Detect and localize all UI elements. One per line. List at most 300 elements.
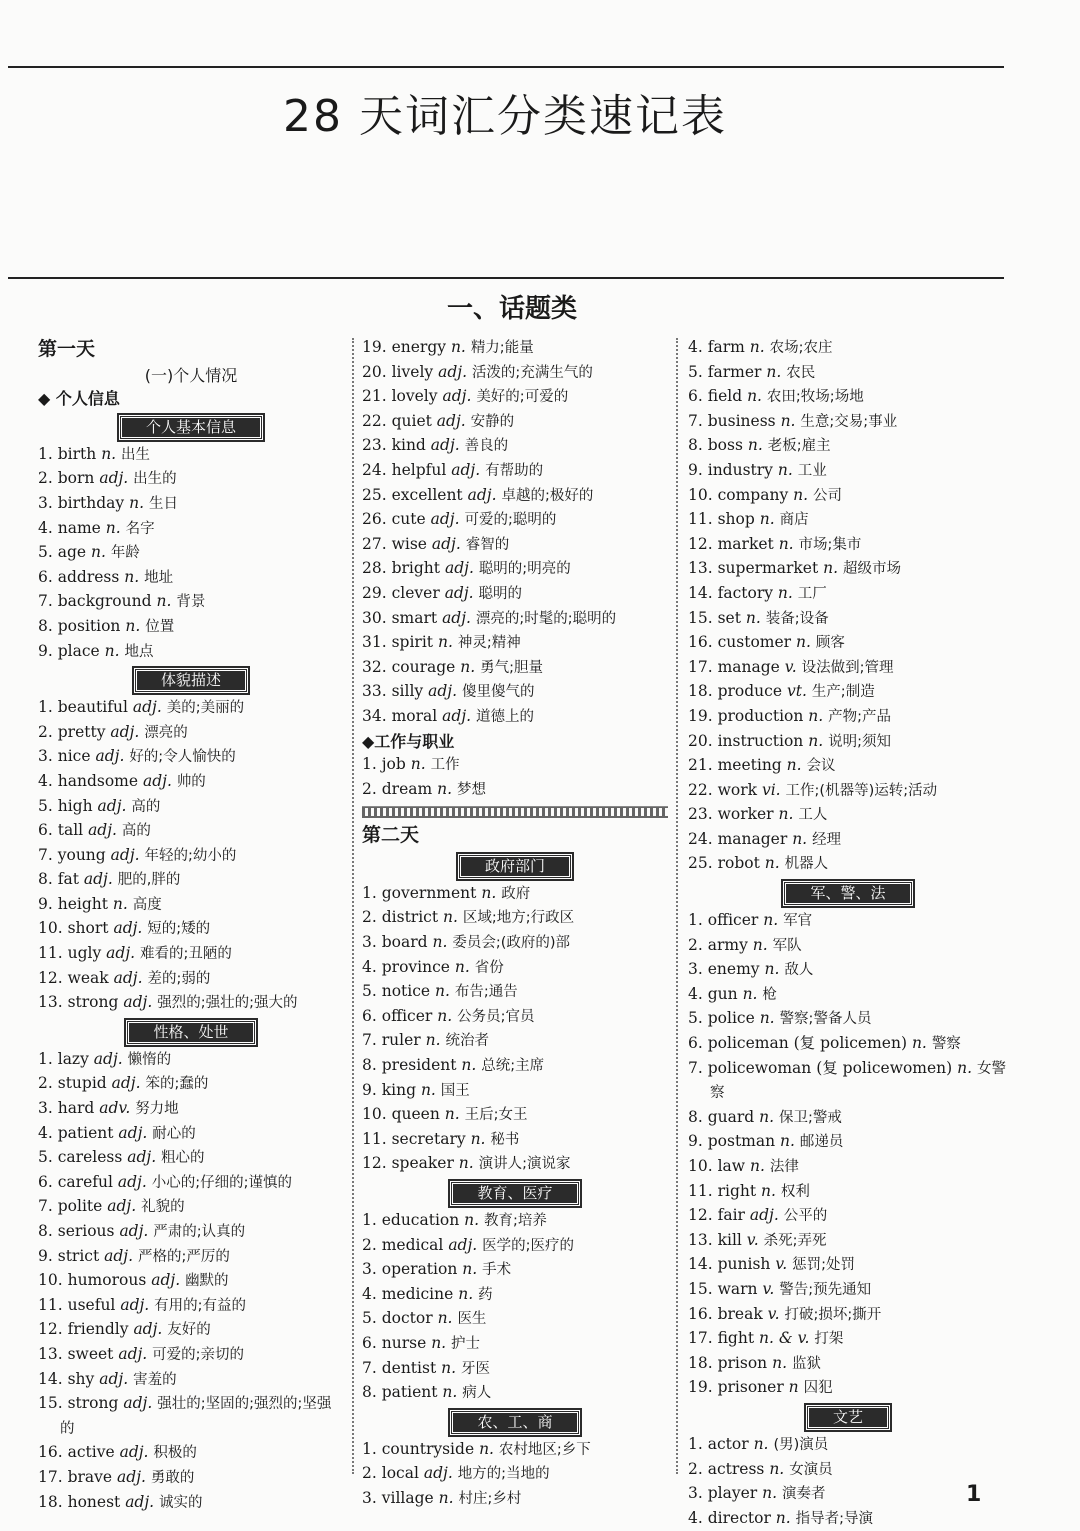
entry-part-of-speech: adj.: [104, 1246, 134, 1265]
page-title: 28 天词汇分类速记表: [283, 91, 727, 142]
entry-meaning: 军官: [783, 913, 813, 930]
entry-meaning: 高的: [121, 823, 151, 840]
vocab-entry: [38, 1097, 344, 1122]
entry-part-of-speech: adj.: [97, 796, 127, 815]
entry-part-of-speech: adj.: [133, 1320, 163, 1339]
entry-number: 11.: [38, 1295, 63, 1314]
entry-meaning: 严肃的;认真的: [153, 1224, 246, 1240]
entry-number: 18.: [688, 682, 713, 701]
vocab-entry: [38, 893, 344, 918]
vocab-entry: [38, 517, 344, 542]
entry-number: 24.: [688, 829, 713, 848]
category-banner: [362, 854, 668, 879]
column-3: [688, 336, 1008, 1531]
entry-number: 10.: [688, 1157, 713, 1175]
entry-meaning: 位置: [145, 618, 175, 635]
middle-rule: [8, 277, 1004, 279]
entry-meaning: 政府: [501, 885, 531, 902]
entry-number: 3.: [38, 747, 53, 766]
entry-part-of-speech: adj.: [442, 387, 472, 406]
entry-word: queen: [391, 1105, 440, 1124]
vocab-entry: [688, 1303, 1008, 1328]
vocab-entry: [688, 1433, 1008, 1458]
vocab-entry: [688, 909, 1008, 934]
entry-number: 5.: [38, 796, 53, 815]
entry-part-of-speech: adj.: [451, 460, 481, 479]
entry-word: set: [717, 608, 741, 627]
entry-part-of-speech: adv.: [99, 1099, 131, 1118]
entry-word: bright: [391, 559, 441, 578]
entry-meaning: 病人: [462, 1385, 492, 1402]
entry-word: patient: [57, 1123, 114, 1142]
vocab-entry: [688, 934, 1008, 959]
entry-meaning: 幽默的: [185, 1273, 229, 1290]
entry-part-of-speech: adj.: [83, 870, 113, 889]
entry-number: 10.: [38, 1271, 63, 1290]
vocab-entry: [688, 958, 1008, 983]
entry-number: 2.: [362, 1464, 377, 1483]
vocab-entry: [362, 1128, 668, 1153]
entry-meaning: 短的;矮的: [147, 921, 211, 938]
vocab-entry: [38, 917, 344, 942]
entry-number: 1.: [38, 698, 53, 717]
entry-part-of-speech: adj.: [448, 1235, 478, 1254]
entry-word: tall: [57, 821, 84, 840]
entry-meaning: 生产;制造: [811, 684, 875, 701]
entry-word: energy: [391, 338, 447, 356]
entry-meaning: 委员会;(政府的)部: [452, 935, 571, 952]
entry-part-of-speech: n.: [104, 641, 120, 660]
entry-part-of-speech: adj.: [127, 1148, 157, 1167]
entry-part-of-speech: adj.: [442, 608, 471, 627]
entry-number: 5.: [362, 1309, 377, 1328]
vocab-entry: [688, 1204, 1008, 1229]
wavy-divider: [362, 806, 668, 818]
vocab-entry: [38, 1491, 344, 1516]
entry-number: 18.: [688, 1353, 713, 1372]
entry-part-of-speech: n.: [786, 756, 802, 775]
entry-meaning: 聪明的: [478, 585, 523, 602]
vocab-entry: [38, 696, 344, 721]
entry-part-of-speech: adj.: [444, 583, 474, 602]
entry-meaning: 睿智的: [465, 536, 510, 553]
entry-word: factory: [717, 583, 773, 602]
entry-word: strict: [57, 1246, 100, 1265]
vocab-entry: [688, 1155, 1008, 1180]
entry-word: village: [381, 1488, 434, 1507]
entry-part-of-speech: n.: [759, 1107, 775, 1126]
entry-meaning: 地方的;当地的: [457, 1466, 550, 1483]
entry-meaning: 省份: [474, 959, 504, 976]
category-label: 体貌描述: [134, 668, 248, 693]
vocab-entry: [688, 754, 1008, 779]
entry-word: patient: [381, 1383, 438, 1402]
category-banner: [38, 668, 344, 693]
vocab-entry: [688, 484, 1008, 509]
entry-meaning: 总统;主席: [481, 1058, 545, 1075]
entry-word: kind: [391, 436, 426, 455]
vocab-entry: [362, 631, 668, 656]
entry-meaning: 产物;产品: [828, 708, 892, 725]
entry-number: 9.: [38, 1246, 53, 1265]
entry-part-of-speech: n.: [129, 493, 145, 512]
entry-part-of-speech: adj.: [123, 993, 153, 1012]
entry-word: king: [381, 1080, 416, 1099]
entry-word: beautiful: [57, 698, 128, 717]
category-label: 个人基本信息: [119, 415, 263, 440]
vocab-entry: [38, 844, 344, 869]
category-banner: [362, 1410, 668, 1435]
vocab-entry: [362, 336, 668, 361]
entry-word: height: [57, 894, 108, 913]
entry-word: farm: [707, 338, 745, 356]
entry-word: worker: [717, 805, 774, 824]
entry-word: company: [717, 485, 789, 504]
entry-part-of-speech: n.: [780, 411, 796, 430]
entry-part-of-speech: adj.: [118, 1344, 148, 1363]
entry-part-of-speech: n.: [441, 1358, 457, 1377]
day-heading: 第一天: [38, 338, 96, 360]
vocab-entry: [688, 607, 1008, 632]
entry-part-of-speech: adj.: [123, 1394, 153, 1413]
entry-word: polite: [57, 1197, 103, 1216]
entry-part-of-speech: n.: [460, 657, 476, 676]
vocab-entry: [362, 980, 668, 1005]
entry-meaning: 经理: [812, 831, 842, 848]
entry-word: friendly: [67, 1320, 129, 1339]
entry-part-of-speech: n.: [435, 982, 450, 1001]
vocab-entry: [688, 459, 1008, 484]
entry-word: boss: [707, 436, 743, 455]
entry-number: 2.: [38, 722, 53, 741]
entry-meaning: 警告;预先通知: [779, 1281, 872, 1298]
vocab-entry: [362, 680, 668, 705]
entry-meaning: 年龄: [110, 545, 140, 562]
entry-word: field: [707, 387, 743, 406]
entry-part-of-speech: adj.: [107, 1197, 137, 1216]
entry-word: age: [57, 543, 87, 562]
entry-number: 19.: [688, 706, 713, 725]
entry-word: district: [381, 908, 439, 927]
entry-part-of-speech: adj.: [436, 411, 466, 430]
vocab-entry: [38, 443, 344, 468]
entry-number: 4.: [688, 984, 703, 1003]
entry-meaning: 秘书: [490, 1131, 520, 1148]
entry-word: enemy: [707, 960, 760, 979]
entry-meaning: 药: [478, 1286, 493, 1303]
entry-number: 8.: [688, 436, 703, 455]
entry-part-of-speech: v.: [784, 657, 797, 676]
entry-part-of-speech: n.: [437, 1006, 453, 1025]
entry-number: 1.: [38, 444, 53, 463]
entry-meaning: 演讲人;演说家: [478, 1156, 571, 1173]
vocab-entry: [38, 819, 344, 844]
entry-part-of-speech: n.: [764, 960, 780, 979]
entry-meaning: 工业: [797, 462, 827, 479]
entry-meaning: (男)演员: [773, 1436, 829, 1453]
vocab-entry: [362, 1029, 668, 1054]
entry-number: 5.: [38, 1148, 53, 1167]
entry-word: postman: [707, 1132, 776, 1151]
topic-heading: ◆ 个人信息: [38, 389, 120, 409]
entry-word: countryside: [381, 1439, 475, 1458]
entry-word: hard: [57, 1099, 95, 1118]
entry-part-of-speech: n.: [420, 1080, 436, 1099]
entry-meaning: 积极的: [153, 1445, 197, 1462]
entry-number: 7.: [38, 1197, 53, 1216]
entry-number: 13.: [688, 1230, 713, 1249]
vocab-entry: [38, 991, 344, 1016]
entry-number: 4.: [38, 771, 53, 790]
entry-word: excellent: [391, 485, 463, 504]
vocab-entry: [362, 1307, 668, 1332]
vocab-entry: [38, 795, 344, 820]
entry-part-of-speech: n.: [761, 1181, 776, 1200]
entry-meaning: 漂亮的: [144, 724, 188, 741]
vocab-entry: [38, 1146, 344, 1171]
entry-word: meeting: [717, 756, 782, 775]
entry-word: kill: [717, 1230, 742, 1249]
entry-meaning: 美的;美丽的: [166, 700, 245, 717]
entry-number: 1.: [362, 1439, 377, 1458]
entry-word: warn: [717, 1279, 758, 1298]
entry-number: 14.: [688, 583, 713, 602]
entry-meaning: 高度: [132, 896, 162, 913]
entry-meaning: 好的;令人愉快的: [129, 749, 236, 766]
entry-number: 4.: [38, 518, 53, 537]
entry-meaning: 出生: [121, 446, 151, 463]
vocab-entry: [362, 882, 668, 907]
entry-meaning: 公司: [813, 487, 843, 504]
entry-part-of-speech: v.: [775, 1255, 788, 1274]
entry-part-of-speech: n.: [101, 444, 117, 463]
vocab-entry: [38, 1195, 344, 1220]
entry-meaning: 工作;(机器等)运转;活动: [785, 782, 938, 799]
entry-word: honest: [67, 1492, 121, 1511]
entry-part-of-speech: n. & v.: [759, 1329, 810, 1348]
vocab-entry: [362, 557, 668, 582]
entry-number: 1.: [362, 755, 377, 774]
entry-word: fat: [57, 870, 79, 889]
entry-number: 12.: [38, 1320, 63, 1339]
entry-part-of-speech: n.: [156, 592, 172, 611]
entry-part-of-speech: n: [788, 1378, 799, 1397]
vocab-entry: [38, 492, 344, 517]
vocab-entry: [688, 557, 1008, 582]
entry-number: 23.: [688, 805, 713, 824]
entry-part-of-speech: adj.: [111, 1074, 141, 1093]
entry-meaning: 农村地区;乡下: [498, 1441, 591, 1458]
vocab-entry: [688, 434, 1008, 459]
entry-part-of-speech: adj.: [119, 1222, 149, 1240]
entry-part-of-speech: n.: [792, 829, 808, 848]
entry-number: 9.: [688, 460, 703, 479]
vocab-entry: [688, 705, 1008, 730]
entry-word: break: [717, 1304, 763, 1323]
vocab-entry: [688, 1007, 1008, 1032]
vocab-entry: [38, 566, 344, 591]
topic-heading: ◆工作与职业: [362, 731, 455, 751]
entry-meaning: 工作: [430, 757, 460, 774]
entry-meaning: 高的: [131, 798, 161, 815]
entry-part-of-speech: n.: [124, 567, 140, 586]
entry-meaning: 年轻的;幼小的: [144, 847, 237, 864]
category-banner: [38, 1020, 344, 1045]
vocab-entry: [38, 1368, 344, 1393]
vocab-entry: [38, 1269, 344, 1294]
entry-meaning: 有用的;有益的: [154, 1297, 247, 1314]
vocab-entry: [688, 1482, 1008, 1507]
vocab-entry: [38, 1441, 344, 1466]
entry-part-of-speech: n.: [762, 1484, 778, 1503]
entry-number: 8.: [38, 870, 53, 889]
category-banner: [38, 415, 344, 440]
entry-meaning: 聪明的;明亮的: [478, 561, 571, 578]
category-banner: [362, 1181, 668, 1206]
entry-number: 6.: [38, 1172, 53, 1191]
entry-number: 6.: [362, 1006, 377, 1025]
entry-number: 7.: [38, 845, 53, 864]
entry-meaning: 公务员;官员: [457, 1008, 535, 1025]
entry-word: shy: [67, 1369, 95, 1388]
vocab-entry: [362, 434, 668, 459]
entry-part-of-speech: adj.: [110, 722, 140, 741]
category-banner: [688, 881, 1008, 906]
entry-number: 3.: [362, 1260, 377, 1279]
entry-meaning: 手术: [482, 1262, 512, 1279]
vocab-entry: [38, 967, 344, 992]
entry-word: business: [707, 411, 776, 430]
entry-part-of-speech: n.: [105, 518, 121, 537]
entry-part-of-speech: n.: [437, 1309, 453, 1328]
vocab-entry: [362, 656, 668, 681]
entry-word: instruction: [717, 731, 804, 750]
entry-meaning: 出生的: [133, 471, 177, 488]
vocab-entry: [362, 582, 668, 607]
vocab-entry: [688, 1253, 1008, 1278]
entry-number: 9.: [362, 1080, 377, 1099]
entry-word: province: [381, 957, 450, 976]
entry-meaning: 设法做到;管理: [801, 659, 894, 676]
entry-part-of-speech: n.: [464, 1211, 480, 1229]
entry-number: 24.: [362, 460, 387, 479]
entry-meaning: 女演员: [789, 1461, 833, 1478]
entry-word: dentist: [381, 1358, 437, 1377]
entry-number: 1.: [362, 1211, 377, 1229]
entry-meaning: 诚实的: [159, 1494, 203, 1511]
entry-number: 1.: [688, 911, 703, 930]
entry-meaning: 警察;警备人员: [779, 1011, 872, 1028]
entry-part-of-speech: n.: [769, 1459, 785, 1478]
entry-number: 8.: [688, 1107, 703, 1126]
entry-part-of-speech: n.: [479, 1439, 494, 1458]
entry-meaning: 安静的: [470, 413, 515, 430]
entry-meaning: 友好的: [167, 1322, 211, 1339]
vocab-entry: [362, 1381, 668, 1406]
entry-number: 19.: [362, 338, 387, 356]
vocab-entry: [362, 1487, 668, 1512]
entry-meaning: 道德上的: [476, 708, 535, 725]
entry-meaning: 医生: [457, 1311, 487, 1328]
entry-word: secretary: [391, 1129, 466, 1148]
entry-part-of-speech: adj.: [430, 510, 460, 529]
entry-part-of-speech: n.: [793, 485, 809, 504]
entry-number: 21.: [362, 387, 387, 406]
vocab-entry: [362, 705, 668, 730]
entry-word: ruler: [381, 1031, 421, 1050]
entry-number: 17.: [688, 657, 713, 676]
entry-number: 1.: [38, 1049, 53, 1068]
entry-number: 14.: [688, 1255, 713, 1274]
entry-number: 7.: [688, 411, 703, 430]
entry-meaning: 小心的;仔细的;谨慎的: [151, 1174, 292, 1191]
entry-meaning: 卓越的;极好的: [501, 487, 594, 504]
vocab-entry: [362, 484, 668, 509]
entry-word: clever: [391, 583, 440, 602]
entry-number: 3.: [362, 933, 377, 952]
entry-number: 23.: [362, 436, 387, 455]
entry-word: director: [707, 1508, 771, 1527]
entry-number: 11.: [38, 944, 63, 963]
entry-word: careless: [57, 1148, 123, 1167]
entry-word: birth: [57, 444, 97, 463]
entry-word: cute: [391, 510, 426, 529]
entry-number: 3.: [688, 960, 703, 979]
entry-word: serious: [57, 1222, 115, 1240]
entry-word: guard: [707, 1107, 755, 1126]
entry-part-of-speech: n.: [410, 755, 426, 774]
entry-number: 3.: [688, 1484, 703, 1503]
entry-meaning: 神灵;精神: [457, 635, 521, 652]
entry-meaning: 女警察: [710, 1060, 1006, 1102]
entry-number: 17.: [688, 1329, 713, 1348]
entry-number: 13.: [38, 993, 63, 1012]
entry-word: careful: [57, 1172, 113, 1191]
entry-meaning: 权利: [780, 1183, 810, 1200]
vocab-entry: [688, 582, 1008, 607]
entry-number: 11.: [688, 510, 713, 529]
category-banner: [688, 1405, 1008, 1430]
entry-number: 2.: [688, 1459, 703, 1478]
vocab-entry: [362, 1054, 668, 1079]
entry-word: policeman (复 policemen): [707, 1034, 908, 1053]
entry-part-of-speech: n.: [437, 779, 453, 798]
entry-meaning: 可爱的;亲切的: [152, 1346, 245, 1363]
entry-meaning: 精力;能量: [470, 340, 534, 356]
vocab-entry: [362, 1005, 668, 1030]
vocab-entry: [38, 1294, 344, 1319]
entry-word: operation: [381, 1260, 458, 1279]
vocab-entry: [688, 1130, 1008, 1155]
vocab-entry: [38, 615, 344, 640]
entry-meaning: 农田;牧场;场地: [766, 389, 864, 406]
entry-part-of-speech: adj.: [438, 362, 467, 381]
entry-word: officer: [381, 1006, 433, 1025]
entry-number: 21.: [688, 756, 713, 775]
entry-word: background: [57, 592, 152, 611]
entry-part-of-speech: n.: [745, 608, 761, 627]
entry-number: 13.: [38, 1344, 63, 1363]
entry-number: 8.: [362, 1383, 377, 1402]
entry-part-of-speech: n.: [458, 1154, 474, 1173]
entry-meaning: 梦想: [456, 781, 486, 798]
vocab-entry: [688, 1352, 1008, 1377]
entry-meaning: 笨的;蠢的: [145, 1076, 209, 1093]
entry-meaning: 害羞的: [133, 1371, 177, 1388]
entry-number: 8.: [38, 616, 53, 635]
entry-word: born: [57, 469, 95, 488]
entry-number: 3.: [362, 1488, 377, 1507]
